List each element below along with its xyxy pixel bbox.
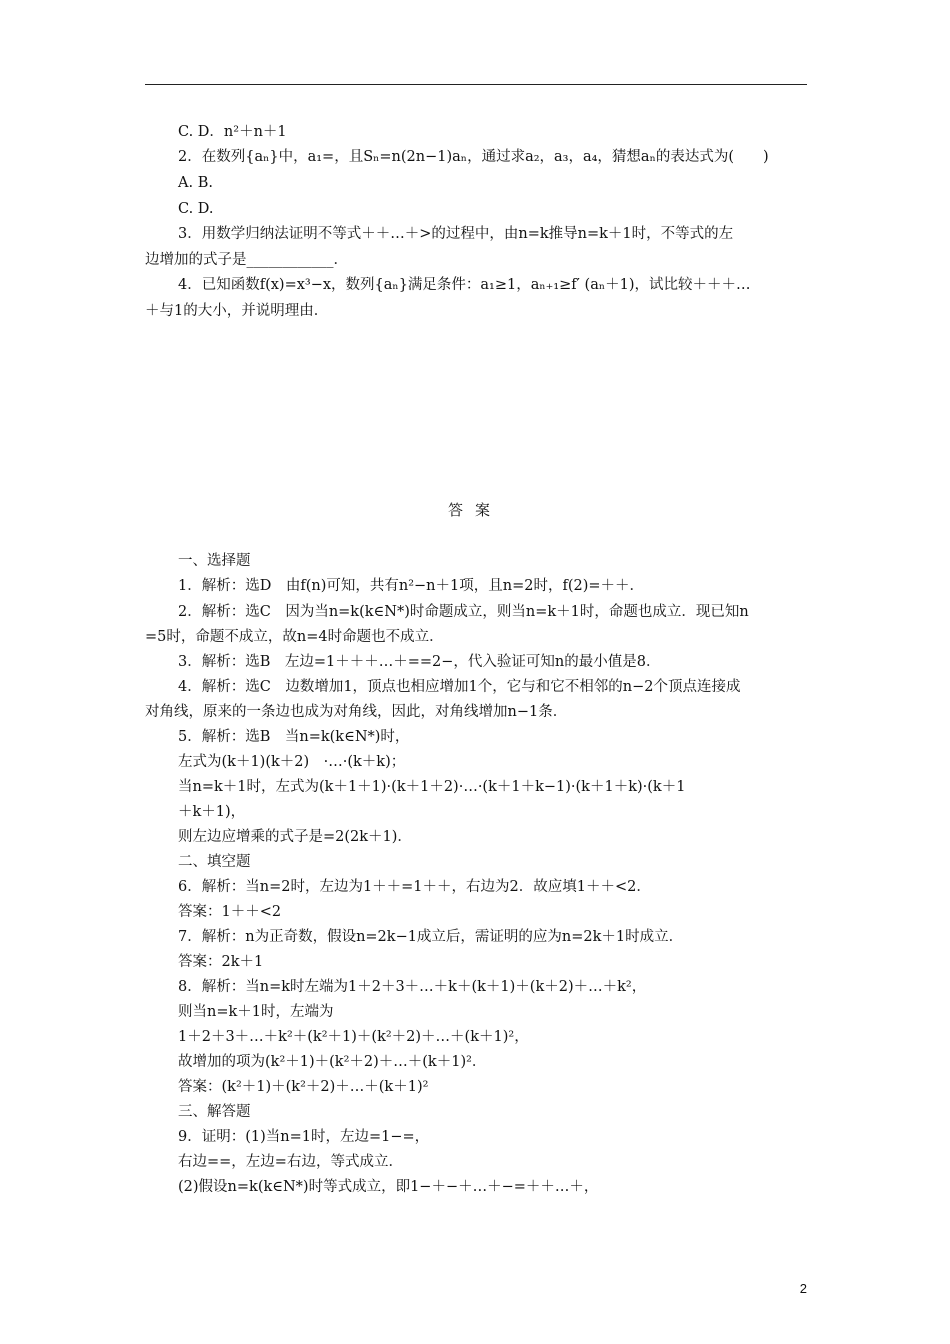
answer-line: 7．解析：n为正奇数，假设n=2k−1成立后，需证明的应为n=2k＋1时成立． — [178, 929, 684, 945]
answer-line: 则当n=k＋1时，左端为 — [178, 1004, 334, 1020]
answer-line: 答案：2k＋1 — [178, 954, 264, 970]
answer-line: 当n=k＋1时，左式为(k＋1＋1)·(k＋1＋2)·…·(k＋1＋k−1)·(k＋1＋k)·(k＋1 — [178, 779, 686, 795]
question-line: 边增加的式子是____________． — [145, 252, 348, 268]
answer-line: 左式为(k＋1)(k＋2) ·…·(k＋k)； — [178, 754, 406, 770]
answer-line: 三、解答题 — [178, 1104, 251, 1120]
answer-heading: 答案 — [447, 501, 502, 519]
page-number: 2 — [799, 1281, 807, 1296]
answer-line: 右边==，左边=右边，等式成立． — [178, 1154, 403, 1170]
question-line: C. D．n²＋n＋1 — [178, 124, 287, 140]
header-rule — [145, 84, 807, 85]
answer-line: 一、选择题 — [178, 553, 251, 569]
answer-line: =5时，命题不成立，故n=4时命题也不成立． — [145, 629, 444, 645]
answer-line: 5．解析：选B 当n=k(k∈N*)时， — [178, 729, 410, 745]
answer-line: 1．解析：选D 由f(n)可知，共有n²−n＋1项，且n=2时，f(2)=＋＋． — [178, 578, 645, 594]
answer-line: 答案：1＋＋<2 — [178, 904, 282, 920]
answer-line: 6．解析：当n=2时，左边为1＋＋=1＋＋，右边为2．故应填1＋＋<2． — [178, 879, 651, 895]
answer-line: 二、填空题 — [178, 854, 251, 870]
question-line: 2．在数列{aₙ}中，a₁=，且Sₙ=n(2n−1)aₙ，通过求a₂，a₃，a₄，猜想aₙ的表达式为( ) — [178, 149, 769, 165]
question-line: ＋与1的大小，并说明理由． — [145, 303, 329, 319]
question-line: 3．用数学归纳法证明不等式＋＋…＋>的过程中，由n=k推导n=k＋1时，不等式的左 — [178, 226, 734, 242]
answer-line: 2．解析：选C 因为当n=k(k∈N*)时命题成立，则当n=k＋1时，命题也成立．现已知n — [178, 604, 749, 620]
answer-line: 9．证明：(1)当n=1时，左边=1−=， — [178, 1129, 430, 1145]
answer-line: 8．解析：当n=k时左端为1＋2＋3＋…＋k＋(k＋1)＋(k＋2)＋…＋k²， — [178, 979, 647, 995]
answer-line: 4．解析：选C 边数增加1，顶点也相应增加1个，它与和它不相邻的n−2个顶点连接成 — [178, 679, 741, 695]
answer-line: 3．解析：选B 左边=1＋＋＋…＋==2−，代入验证可知n的最小值是8． — [178, 654, 661, 670]
answer-line: 答案：(k²＋1)＋(k²＋2)＋…＋(k＋1)² — [178, 1079, 429, 1095]
answer-line: 1＋2＋3＋…＋k²＋(k²＋1)＋(k²＋2)＋…＋(k＋1)²， — [178, 1029, 529, 1045]
question-line: C. D. — [178, 201, 214, 217]
answer-line: 对角线，原来的一条边也成为对角线，因此，对角线增加n−1条． — [145, 704, 568, 720]
question-line: 4．已知函数f(x)=x³−x，数列{aₙ}满足条件：a₁≥1，aₙ₊₁≥f′ (aₙ＋1)，试比较＋＋＋… — [178, 277, 751, 293]
answer-line: ＋k＋1)， — [178, 804, 246, 820]
answer-line: (2)假设n=k(k∈N*)时等式成立，即1−＋−＋…＋−=＋＋…＋， — [178, 1179, 599, 1195]
answer-line: 则左边应增乘的式子是=2(2k＋1)． — [178, 829, 412, 845]
answer-line: 故增加的项为(k²＋1)＋(k²＋2)＋…＋(k＋1)²． — [178, 1054, 487, 1070]
question-line: A. B. — [178, 175, 213, 191]
